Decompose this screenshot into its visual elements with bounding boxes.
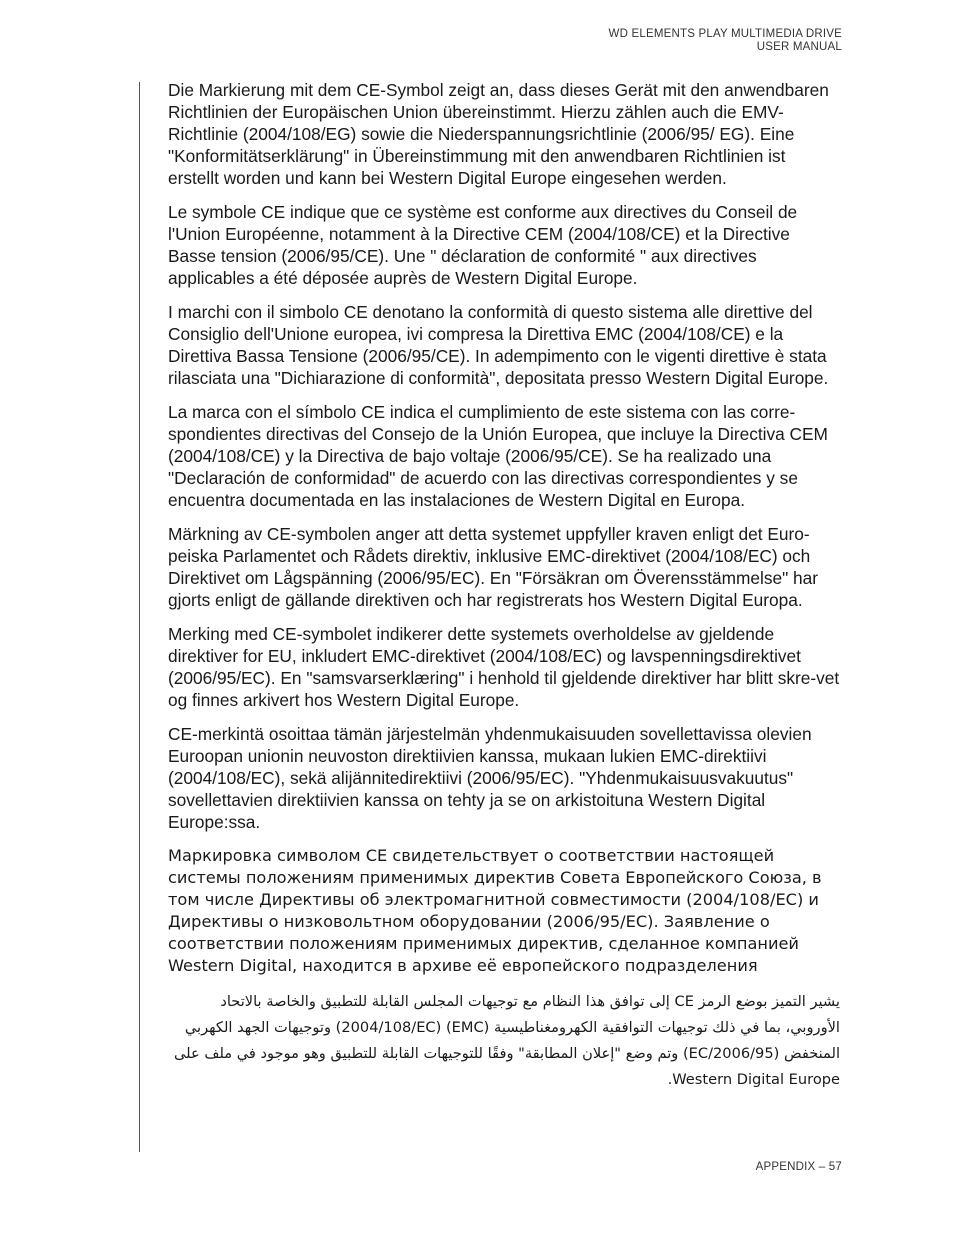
paragraph-norwegian: Merking med CE-symbolet indikerer dette systemets overholdelse av gjeldende direktiver for EU, inkludert EMC-direktivet (2004/108/EC) og lavspenningsdirektivet (2006/95/EC). En "samsvarserklæring" i henhold til gjeldende direktiver har blitt skre-vet og finnes arkivert hos Western Digital Europe. [168, 624, 840, 710]
running-header [609, 28, 842, 54]
paragraph-italian: I marchi con il simbolo CE denotano la conformità di questo sistema alle direttive del Consiglio dell'Unione europea, ivi compresa la Direttiva EMC (2004/108/CE) e la Direttiva Bassa Tensione (2006/95/CE). In adempimento con le vigenti direttive è stata rilasciata una "Dichiarazione di conformità", depositata presso Western Digital Europe. [168, 302, 829, 388]
ce-compliance-text [168, 79, 840, 1105]
header-product-title: WD ELEMENTS PLAY MULTIMEDIA DRIVE [608, 28, 842, 40]
paragraph-russian: Маркировка символом CE свидетельствует о соответствии настоящей системы положениям применимых директив Совета Европейского Союза, в том числе Директивы об электромагнитной совместимости (2004/108/EC) и Директивы о низковольтном оборудовании (2006/95/EC). Заявление о соответствии положениям применимых директив, сделанное компанией Western Digital, находится в архиве её европейского подразделения [168, 846, 822, 975]
margin-rule [139, 82, 140, 1152]
paragraph-swedish: Märkning av CE-symbolen anger att detta systemet uppfyller kraven enligt det Euro-peiska Parlamentet och Rådets direktiv, inklusive EMC-direktivet (2004/108/EC) och Direktivet om Lågspänning (2006/95/EC). En "Försäkran om Överensstämmelse" har gjorts enligt de gällande direktiven och har registrerats hos Western Digital Europa. [168, 524, 819, 610]
paragraph-spanish: La marca con el símbolo CE indica el cumplimiento de este sistema con las corre-spondientes directivas del Consejo de la Unión Europea, que incluye la Directiva CEM (2004/108/CE) y la Directiva de bajo voltaje (2006/95/CE). Se ha realizado una "Declaración de conformidad" de acuerdo con las directivas correspondientes y se encuentra documentada en las instalaciones de Western Digital en Europa. [168, 402, 828, 510]
header-document-title: USER MANUAL [756, 41, 842, 53]
paragraph-arabic: يشير التميز بوضع الرمز CE إلى توافق هذا النظام مع توجيهات المجلس القابلة للتطبيق والخاصة بالاتحاد الأوروبي، بما في ذلك توجيهات التوافقية الكهرومغناطيسية (EMC) (2004/108/EC) وتوجيهات الجهد الكهربي المنخفض (2006/95/EC) وتم وضع "إعلان المطابقة" وفقًا للتوجيهات القابلة للتطبيق وهو موجود في ملف على Western Digital Europe. [174, 993, 840, 1088]
paragraph-german: Die Markierung mit dem CE-Symbol zeigt an, dass dieses Gerät mit den anwendbaren Richtlinien der Europäischen Union übereinstimmt. Hierzu zählen auch die EMV-Richtlinie (2004/108/EG) sowie die Niederspannungsrichtlinie (2006/95/ EG). Eine "Konformitätserklärung" in Übereinstimmung mit den anwendbaren Richtlinien ist erstellt worden und kann bei Western Digital Europe eingesehen werden. [168, 80, 829, 188]
paragraph-french: Le symbole CE indique que ce système est conforme aux directives du Conseil de l'Union Européenne, notamment à la Directive CEM (2004/108/CE) et la Directive Basse tension (2006/95/CE). Une " déclaration de conformité " aux directives applicables a été déposée auprès de Western Digital Europe. [168, 202, 798, 288]
page-footer: APPENDIX – 57 [755, 1161, 842, 1173]
paragraph-finnish: CE-merkintä osoittaa tämän järjestelmän yhdenmukaisuuden sovellettavissa olevien Euroopan unionin neuvoston direktiivien kanssa, mukaan lukien EMC-direktiivi (2004/108/EC), sekä alijännitedirektiivi (2006/95/EC). "Yhdenmukaisuusvakuutus" sovellettavien direktiivien kanssa on tehty ja se on arkistoituna Western Digital Europe:ssa. [168, 724, 812, 832]
